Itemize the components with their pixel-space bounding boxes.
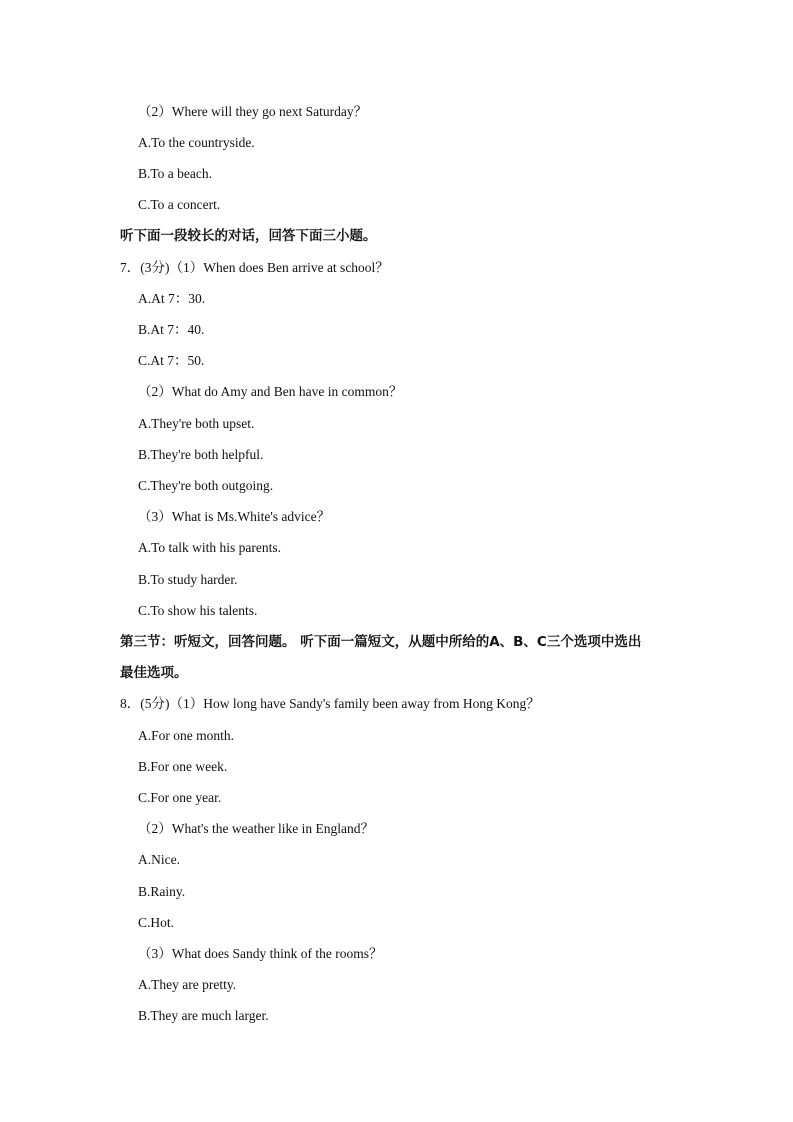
option-8-3-a: A.They are pretty. bbox=[138, 977, 237, 992]
question-7-2-text: （2）What do Amy and Ben have in common？ bbox=[138, 384, 403, 399]
question-8-3-text: （3）What does Sandy think of the rooms？ bbox=[138, 946, 383, 961]
option-8-1-a: A.For one month. bbox=[138, 728, 234, 743]
option-7-3-c: C.To show his talents. bbox=[138, 603, 258, 618]
option-7-2-b: B.They're both helpful. bbox=[138, 447, 264, 462]
section-3-heading-cont: 最佳选项。 bbox=[120, 665, 188, 681]
option-8-2-a: A.Nice. bbox=[138, 852, 180, 867]
option-7-1-a: A.At 7：30. bbox=[138, 291, 206, 306]
option-8-1-c: C.For one year. bbox=[138, 790, 222, 805]
option-6-2-a: A.To the countryside. bbox=[138, 135, 255, 150]
question-7-3-text: （3）What is Ms.White's advice？ bbox=[138, 509, 331, 524]
option-6-2-c: C.To a concert. bbox=[138, 197, 221, 212]
option-7-3-b: B.To study harder. bbox=[138, 572, 238, 587]
option-8-3-b: B.They are much larger. bbox=[138, 1008, 269, 1023]
option-6-2-b: B.To a beach. bbox=[138, 166, 213, 181]
option-8-2-c: C.Hot. bbox=[138, 915, 175, 930]
option-7-2-a: A.They're both upset. bbox=[138, 416, 255, 431]
option-8-2-b: B.Rainy. bbox=[138, 884, 186, 899]
option-7-1-b: B.At 7：40. bbox=[138, 322, 205, 337]
question-8-1-text: 8．(5分)（1）How long have Sandy's family been away from Hong Kong？ bbox=[120, 696, 540, 711]
option-7-1-c: C.At 7：50. bbox=[138, 353, 205, 368]
section-instruction: 听下面一段较长的对话，回答下面三小题。 bbox=[120, 228, 377, 244]
option-7-3-a: A.To talk with his parents. bbox=[138, 540, 282, 555]
question-6-2-text: （2）Where will they go next Saturday？ bbox=[138, 104, 368, 119]
section-3-heading: 第三节：听短文，回答问题。 听下面一篇短文，从题中所给的A、B、C三个选项中选出 bbox=[120, 634, 642, 650]
question-8-2-text: （2）What's the weather like in England？ bbox=[138, 821, 374, 836]
option-7-2-c: C.They're both outgoing. bbox=[138, 478, 274, 493]
option-8-1-b: B.For one week. bbox=[138, 759, 228, 774]
question-7-1-text: 7．(3分)（1）When does Ben arrive at school？ bbox=[120, 260, 389, 275]
